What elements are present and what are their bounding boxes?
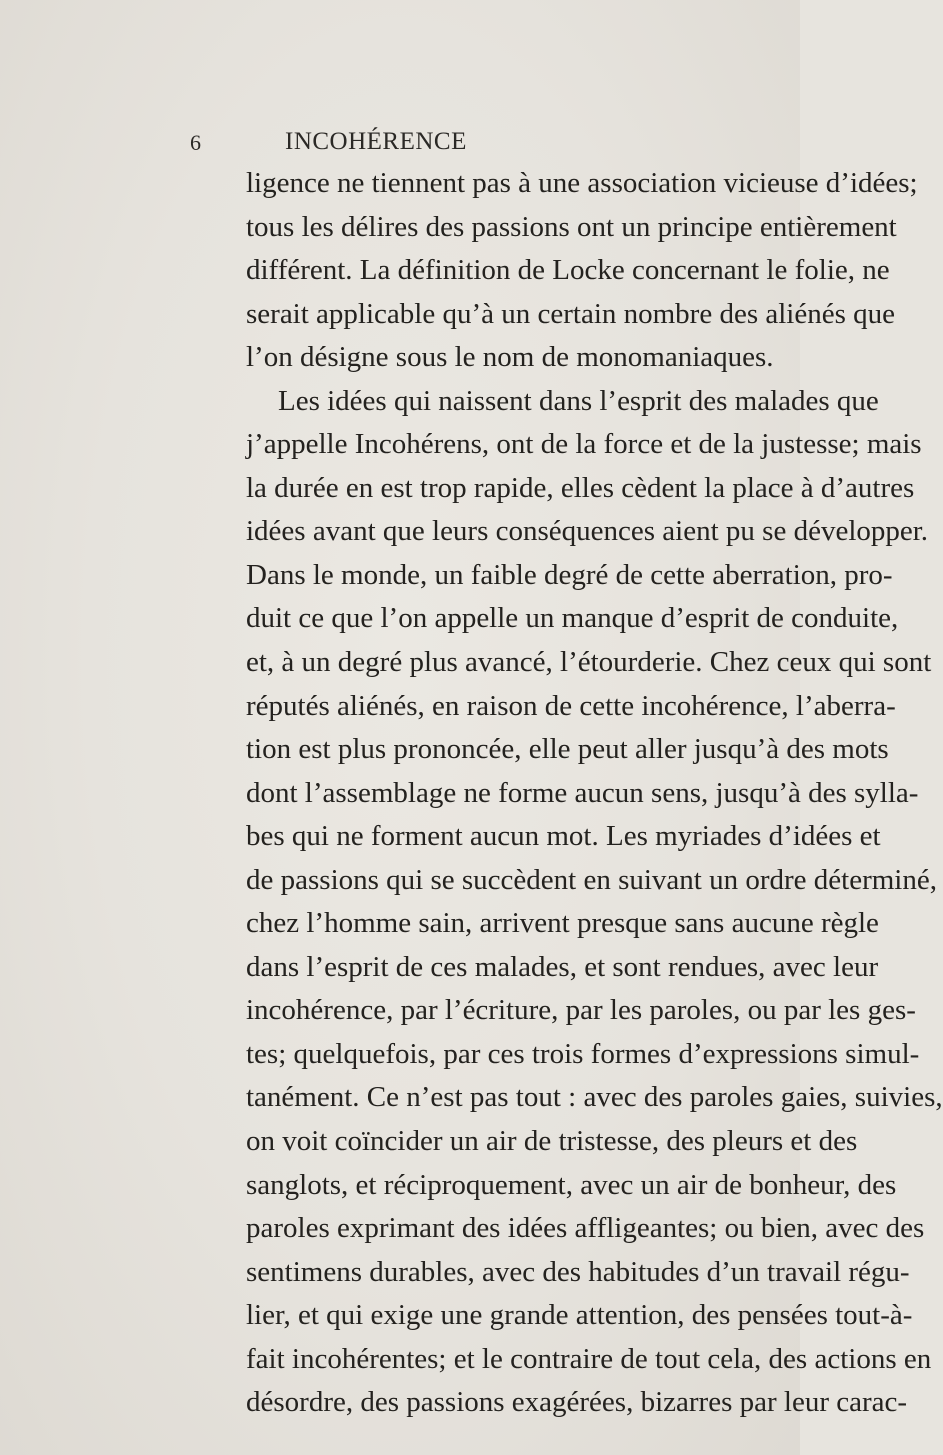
text-line: et, à un degré plus avancé, l’étourderie. Chez ceux qui sont: [246, 646, 932, 679]
text-line: bes qui ne forment aucun mot. Les myriades d’idées et: [246, 820, 881, 853]
text-line: l’on désigne sous le nom de monomaniaques.: [246, 341, 774, 374]
text-line: on voit coïncider un air de tristesse, des pleurs et des: [246, 1125, 858, 1158]
text-line: chez l’homme sain, arrivent presque sans aucune règle: [246, 907, 879, 940]
running-head: INCOHÉRENCE: [285, 128, 467, 155]
body-text: [246, 162, 943, 1425]
text-line: sentimens durables, avec des habitudes d’un travail régu-: [246, 1255, 910, 1288]
text-line: de passions qui se succèdent en suivant un ordre déterminé,: [246, 863, 937, 896]
text-line: lier, et qui exige une grande attention, des pensées tout-à-: [246, 1299, 913, 1332]
page-header: [0, 118, 800, 158]
text-line: Les idées qui naissent dans l’esprit des malades que: [278, 384, 879, 417]
text-line: tion est plus prononcée, elle peut aller jusqu’à des mots: [246, 733, 889, 766]
text-line: tous les délires des passions ont un principe entièrement: [246, 210, 897, 243]
text-line: serait applicable qu’à un certain nombre des aliénés que: [246, 297, 896, 330]
text-line: incohérence, par l’écriture, par les paroles, ou par les ges-: [246, 994, 916, 1027]
text-line: j’appelle Incohérens, ont de la force et de la justesse; mais: [246, 428, 922, 461]
text-line: tanément. Ce n’est pas tout : avec des paroles gaies, suivies,: [246, 1081, 943, 1114]
text-line: dont l’assemblage ne forme aucun sens, jusqu’à des sylla-: [246, 776, 919, 809]
text-line: idées avant que leurs conséquences aient pu se développer.: [246, 515, 929, 548]
text-line: duit ce que l’on appelle un manque d’esprit de conduite,: [246, 602, 899, 635]
text-line: différent. La définition de Locke concernant le folie, ne: [246, 254, 890, 287]
page-number: 6: [190, 130, 201, 155]
text-line: la durée en est trop rapide, elles cèdent la place à d’autres: [246, 471, 915, 504]
text-line: fait incohérentes; et le contraire de tout cela, des actions en: [246, 1342, 932, 1375]
text-line: ligence ne tiennent pas à une association vicieuse d’idées;: [246, 167, 918, 199]
text-line: Dans le monde, un faible degré de cette aberration, pro-: [246, 558, 893, 591]
text-line: tes; quelquefois, par ces trois formes d’expressions simul-: [246, 1037, 920, 1070]
text-line: sanglots, et réciproquement, avec un air de bonheur, des: [246, 1168, 897, 1201]
text-line: paroles exprimant des idées affligeantes; ou bien, avec des: [246, 1212, 925, 1245]
text-line: dans l’esprit de ces malades, et sont rendues, avec leur: [246, 950, 879, 983]
text-line: réputés aliénés, en raison de cette incohérence, l’aberra-: [246, 689, 896, 722]
text-line: désordre, des passions exagérées, bizarres par leur carac-: [246, 1386, 908, 1419]
